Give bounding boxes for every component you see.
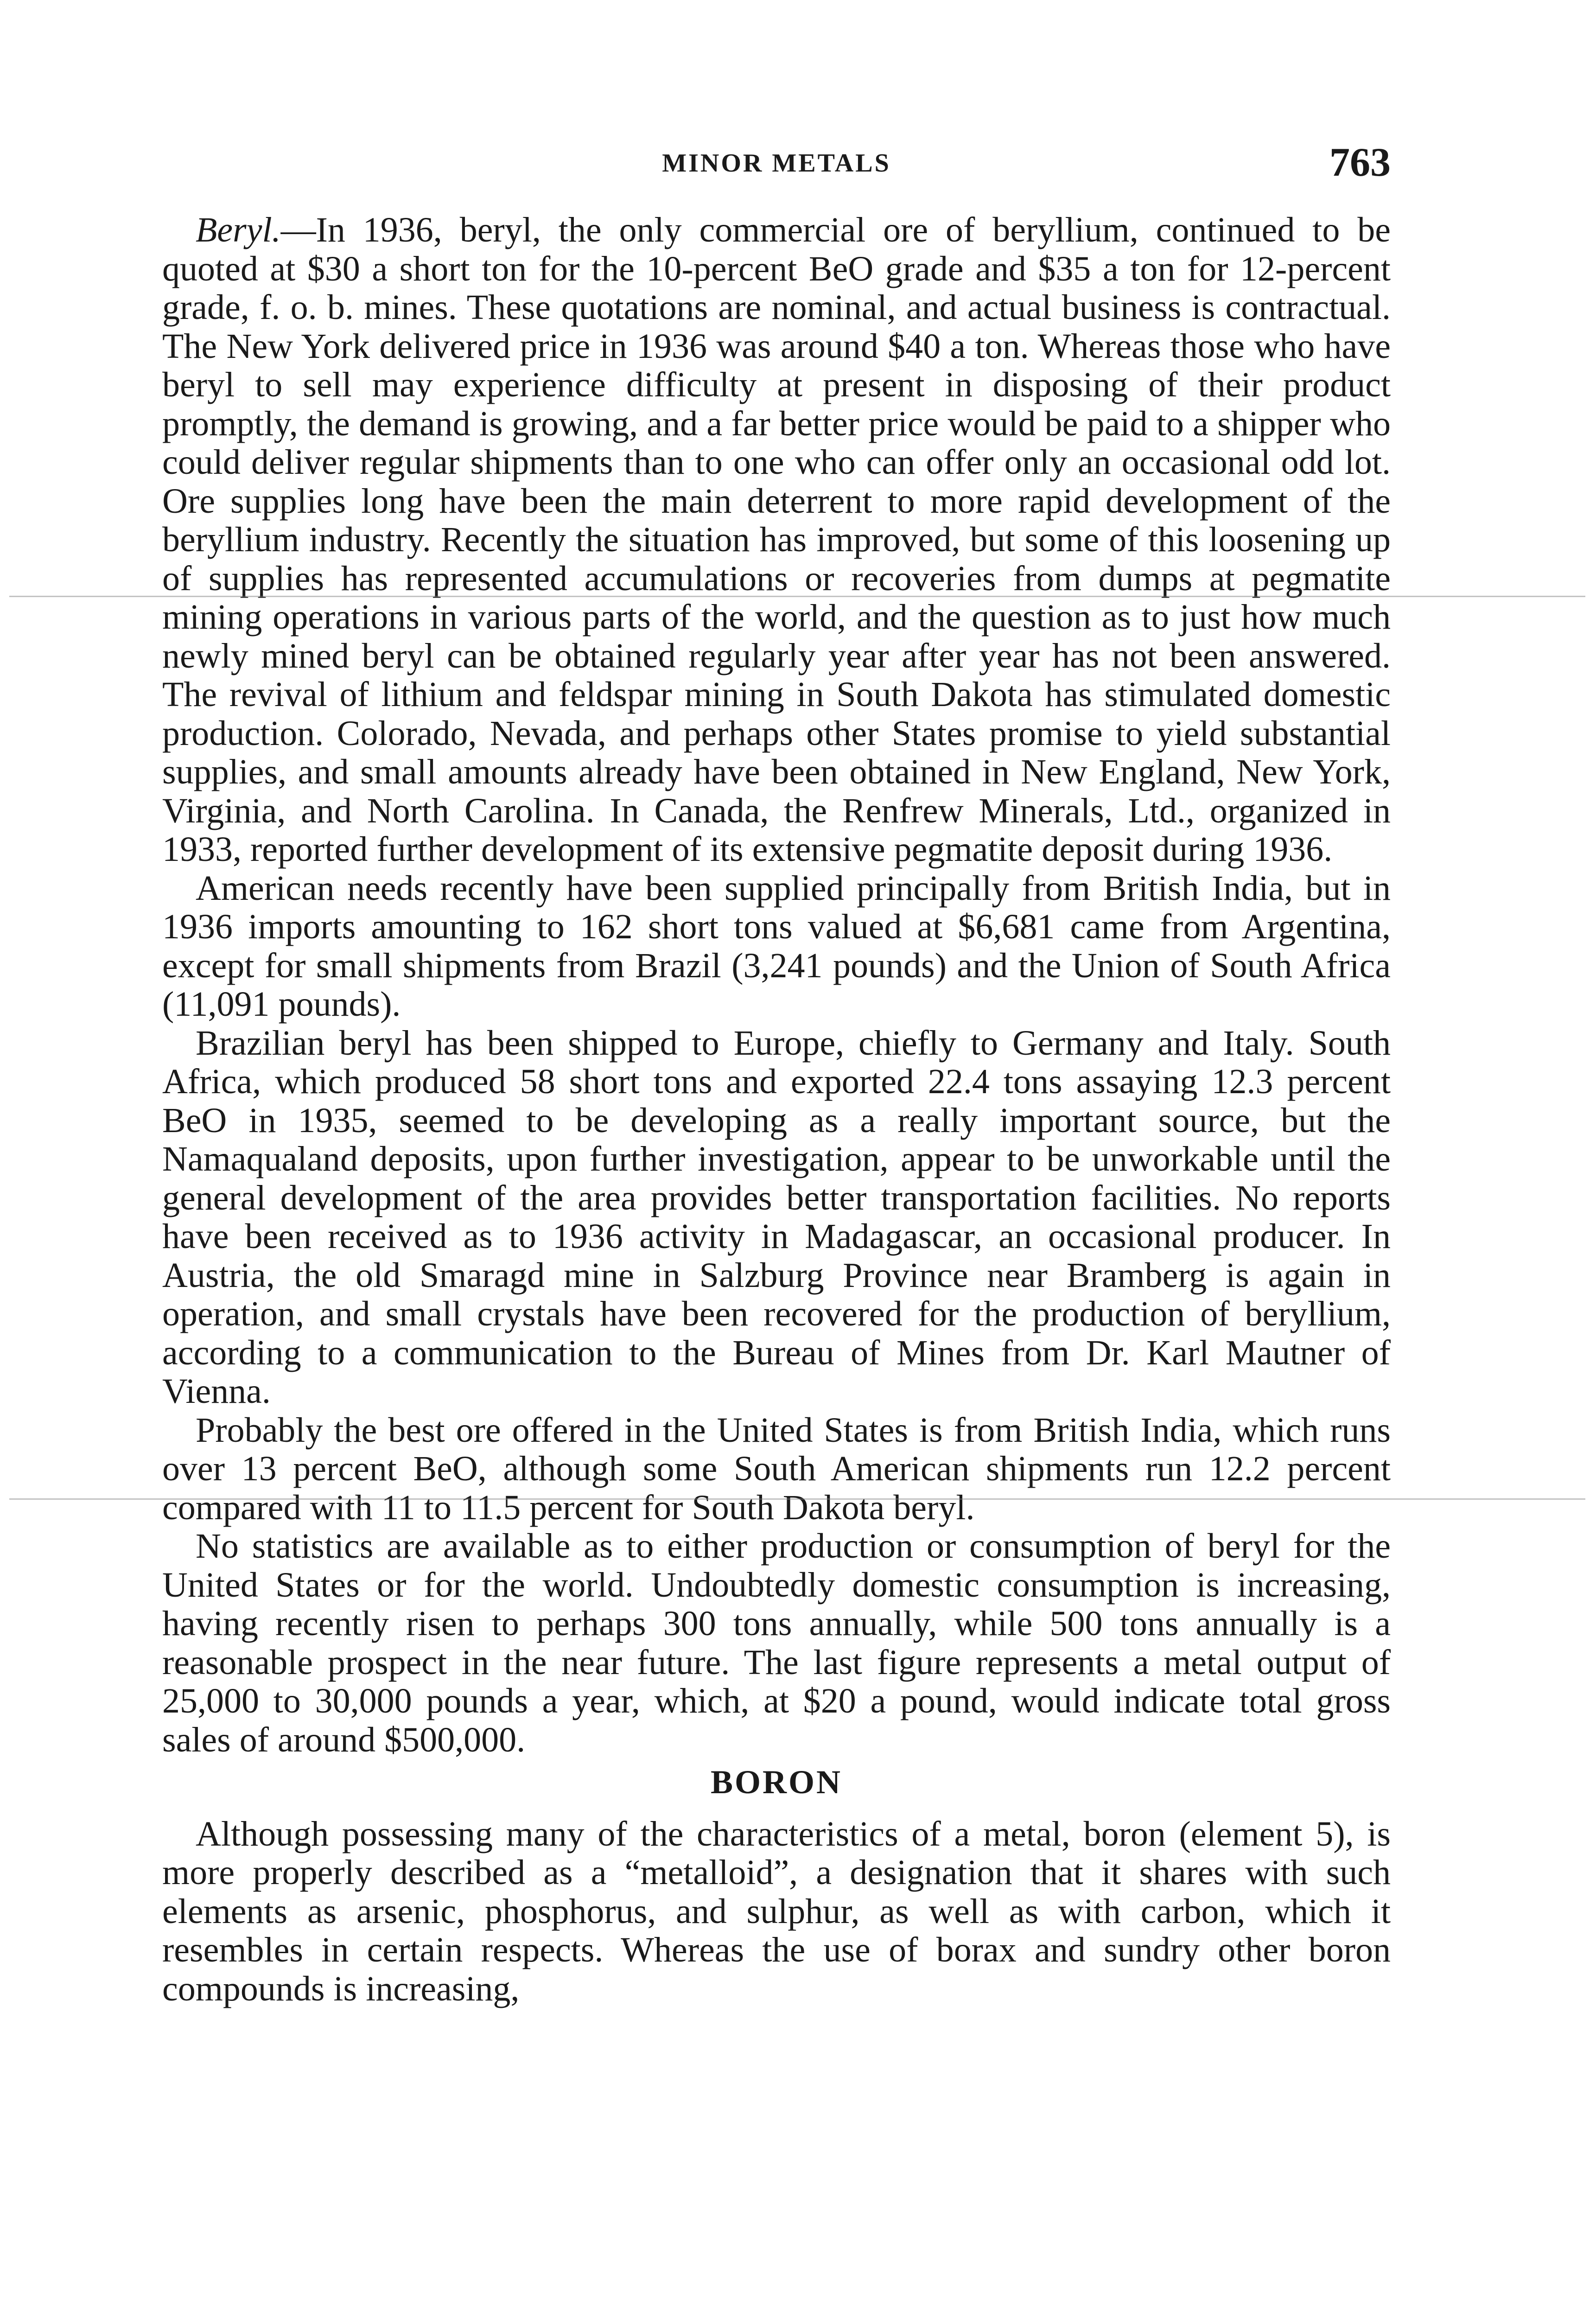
- beryl-paragraph-5: No statistics are available as to either production or consumption of beryl for the United States or for the world. Undoubtedly domestic consumption is increasing, having recently risen to perhaps 300 tons annually, while 500 tons annually is a reasonable prospect in the near future. The last figure represents a metal output of 25,000 to 30,000 pounds a year, which, at $20 a pound, would indicate total gross sales of around $500,000.: [162, 1527, 1391, 1759]
- body-text: [162, 211, 1391, 2008]
- boron-paragraph-1: Although possessing many of the characteristics of a metal, boron (element 5), is more properly described as a “metalloid”, a designation that it shares with such elements as arsenic, phosphorus, and sulphur, as well as with carbon, which it resembles in certain respects. Whereas the use of borax and sundry other boron compounds is increasing,: [162, 1814, 1391, 2008]
- boron-heading: BORON: [710, 1764, 843, 1801]
- page-number: 763: [1329, 140, 1391, 185]
- scan-rule-lower: [9, 1498, 1585, 1500]
- beryl-run-in-heading: Beryl.: [196, 210, 281, 249]
- beryl-paragraph-1: [162, 211, 1391, 869]
- running-title: MINOR METALS: [662, 149, 891, 178]
- beryl-paragraph-3: Brazilian beryl has been shipped to Europe, chiefly to Germany and Italy. South Africa, which produced 58 short tons and exported 22.4 tons assaying 12.3 percent BeO in 1935, seemed to be developing as a really important source, but the Namaqualand deposits, upon further investigation, appear to be unworkable until the general development of the area provides better transportation facilities. No reports have been received as to 1936 activity in Madagascar, an occasional producer. In Austria, the old Smaragd mine in Salzburg Province near Bramberg is again in operation, and small crystals have been recovered for the production of beryllium, according to a communication to the Bureau of Mines from Dr. Karl Mautner of Vienna.: [162, 1023, 1391, 1411]
- beryl-paragraph-1-text: —In 1936, beryl, the only commercial ore of beryllium, continued to be quoted at $30 a short ton for the 10-percent BeO grade and $35 a ton for 12-percent grade, f. o. b. mines. These quotations are nominal, and actual business is contractual. The New York delivered price in 1936 was around $40 a ton. Whereas those who have beryl to sell may experience difficulty at present in disposing of their product promptly, the demand is growing, and a far better price would be paid to a shipper who could deliver regular shipments than to one who can offer only an occasional odd lot. Ore supplies long have been the main deterrent to more rapid development of the beryllium industry. Recently the situation has improved, but some of this loosening up of supplies has represented accumulations or recoveries from dumps at pegmatite mining operations in various parts of the world, and the question as to just how much newly mined beryl can be obtained regularly year after year has not been answered. The revival of lithium and feldspar mining in South Dakota has stimulated domestic production. Colorado, Nevada, and perhaps other States promise to yield substantial supplies, and small amounts already have been obtained in New England, New York, Virginia, and North Carolina. In Canada, the Renfrew Minerals, Ltd., organized in 1933, reported further development of its extensive pegmatite deposit during 1936.: [162, 210, 1391, 869]
- running-head: [162, 139, 1391, 195]
- scan-rule-upper: [9, 596, 1585, 597]
- beryl-paragraph-2: American needs recently have been supplied principally from British India, but in 1936 imports amounting to 162 short tons valued at $6,681 came from Argentina, except for small shipments from Brazil (3,241 pounds) and the Union of South Africa (11,091 pounds).: [162, 868, 1391, 1024]
- beryl-paragraph-4: Probably the best ore offered in the United States is from British India, which runs over 13 percent BeO, although some South American shipments run 12.2 percent compared with 11 to 11.5 percent for South Dakota beryl.: [162, 1410, 1391, 1527]
